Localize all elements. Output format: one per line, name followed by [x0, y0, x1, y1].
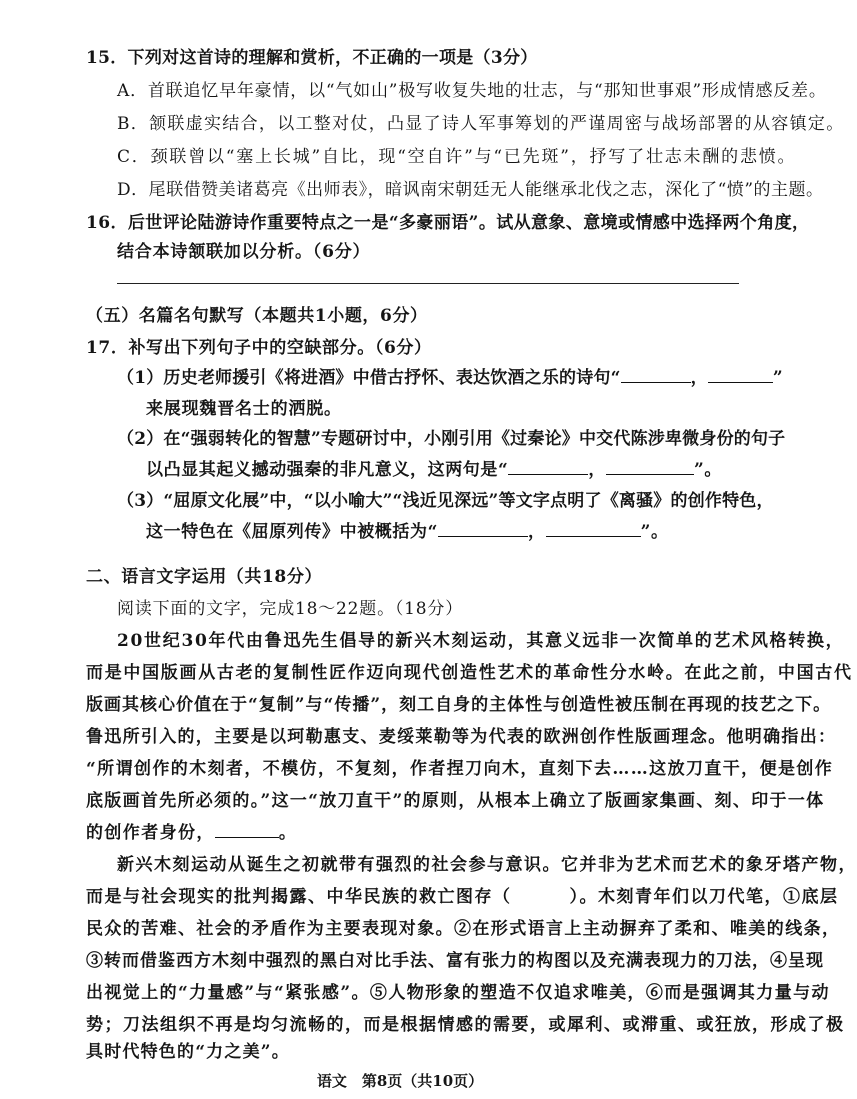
q16-stem-cont: 结合本诗颔联加以分析。（6分）: [117, 242, 371, 262]
q17-part1-text: （1）历史老师援引《将进酒》中借古抒怀、表达饮酒之乐的诗句“: [117, 368, 621, 388]
passage-line: 底版画首先所必须的。”这一“放刀直干”的原则，从根本上确立了版画家集画、刻、印于一体: [86, 791, 825, 811]
separator: ，: [588, 460, 606, 480]
passage-line: 具时代特色的“力之美”。: [86, 1042, 290, 1062]
q17-part3: （3）“屈原文化展”中，“以小喻大”“浅近见深远”等文字点明了《离骚》的创作特色，: [117, 491, 774, 511]
q15-option-b: B．颔联虚实结合，以工整对仗，凸显了诗人军事筹划的严谨周密与战场部署的从容镇定。: [117, 114, 845, 134]
section-5-title: （五）名篇名句默写（本题共1小题，6分）: [86, 306, 428, 326]
passage-line: 20世纪30年代由鲁迅先生倡导的新兴木刻运动，其意义远非一次简单的艺术风格转换，: [117, 631, 845, 651]
passage-text: 而是与社会现实的批判揭露、中华民族的救亡图存（: [86, 887, 512, 907]
passage-line: 鲁迅所引入的，主要是以珂勒惠支、麦绥莱勒等为代表的欧洲创作性版画理念。他明确指出：: [86, 727, 837, 747]
part-2-title: 二、语言文字运用（共18分）: [86, 567, 323, 587]
quote-close: ”。: [640, 522, 669, 542]
page-footer: 语文 第8页（共10页）: [316, 1072, 484, 1090]
q15-option-d: D．尾联借赞美诸葛亮《出师表》，暗讽南宋朝廷无人能继承北伐之志，深化了“愤”的主题。: [117, 180, 824, 200]
q17-part3-text: 这一特色在《屈原列传》中被概括为“: [146, 522, 438, 542]
passage-line: 新兴木刻运动从诞生之初就带有强烈的社会参与意识。它并非为艺术而艺术的象牙塔产物，: [117, 855, 857, 875]
passage-line: [86, 887, 839, 907]
quote-close: ”。: [694, 460, 722, 480]
q15-stem: 15．下列对这首诗的理解和赏析，不正确的一项是（3分）: [86, 48, 538, 68]
q17-part2-cont: [146, 460, 722, 480]
passage-line: 而是中国版画从古老的复制性匠作迈向现代创造性艺术的革命性分水岭。在此之前，中国古代: [86, 663, 853, 683]
blank: [606, 460, 694, 475]
blank: [621, 368, 691, 383]
q17-part2: （2）在“强弱转化的智慧”专题研讨中，小刚引用《过秦论》中交代陈涉卑微身份的句子: [117, 429, 786, 449]
passage-line: 出视觉上的“力量感”与“紧张感”。⑤人物形象的塑造不仅追求唯美，⑥而是强调其力量与动: [86, 983, 830, 1003]
quote-close: ”: [772, 368, 783, 388]
separator: ，: [690, 368, 708, 388]
passage-line: “所谓创作的木刻者，不模仿，不复刻，作者捏刀向木，直刻下去……这放刀直干，便是创作: [86, 759, 834, 779]
blank: [508, 460, 588, 475]
q16-stem: 16．后世评论陆游诗作重要特点之一是“多豪丽语”。试从意象、意境或情感中选择两个角度，: [86, 213, 810, 233]
separator: ，: [527, 522, 546, 542]
answer-line: [117, 283, 739, 284]
reading-intro: 阅读下面的文字，完成18～22题。（18分）: [117, 599, 463, 619]
blank: [546, 522, 641, 537]
blank: [215, 823, 279, 838]
blank: [438, 522, 528, 537]
q17-part2-text: 以凸显其起义撼动强秦的非凡意义，这两句是“: [146, 460, 509, 480]
passage-text: 的创作者身份，: [86, 823, 215, 843]
passage-line: 民众的苦难、社会的矛盾作为主要表现对象。②在形式语言上主动摒弃了柔和、唯美的线条，: [86, 919, 841, 939]
q17-part1: [117, 368, 783, 388]
q15-option-c: C．颈联曾以“塞上长城”自比，现“空自许”与“已先斑”，抒写了壮志未酬的悲愤。: [117, 147, 797, 167]
q15-option-a: A．首联追忆早年豪情，以“气如山”极写收复失地的壮志，与“那知世事艰”形成情感反差。: [117, 81, 827, 101]
passage-text: ）。木刻青年们以刀代笔，①底层: [569, 887, 839, 907]
passage-line: 势；刀法组织不再是均匀流畅的，而是根据情感的需要，或犀利、或滞重、或狂放，形成了极: [86, 1015, 845, 1035]
q17-stem: 17．补写出下列句子中的空缺部分。（6分）: [86, 338, 432, 358]
period: 。: [278, 823, 298, 843]
passage-line: 版画其核心价值在于“复制”与“传播”，刻工自身的主体性与创造性被压制在再现的技艺之下。: [86, 695, 832, 715]
passage-line: [86, 823, 297, 843]
passage-line: ③转而借鉴西方木刻中强烈的黑白对比手法、富有张力的构图以及充满表现力的刀法，④呈现: [86, 951, 824, 971]
q17-part1-cont: 来展现魏晋名士的洒脱。: [146, 399, 342, 419]
blank: [708, 368, 773, 383]
q17-part3-cont: [146, 522, 669, 542]
